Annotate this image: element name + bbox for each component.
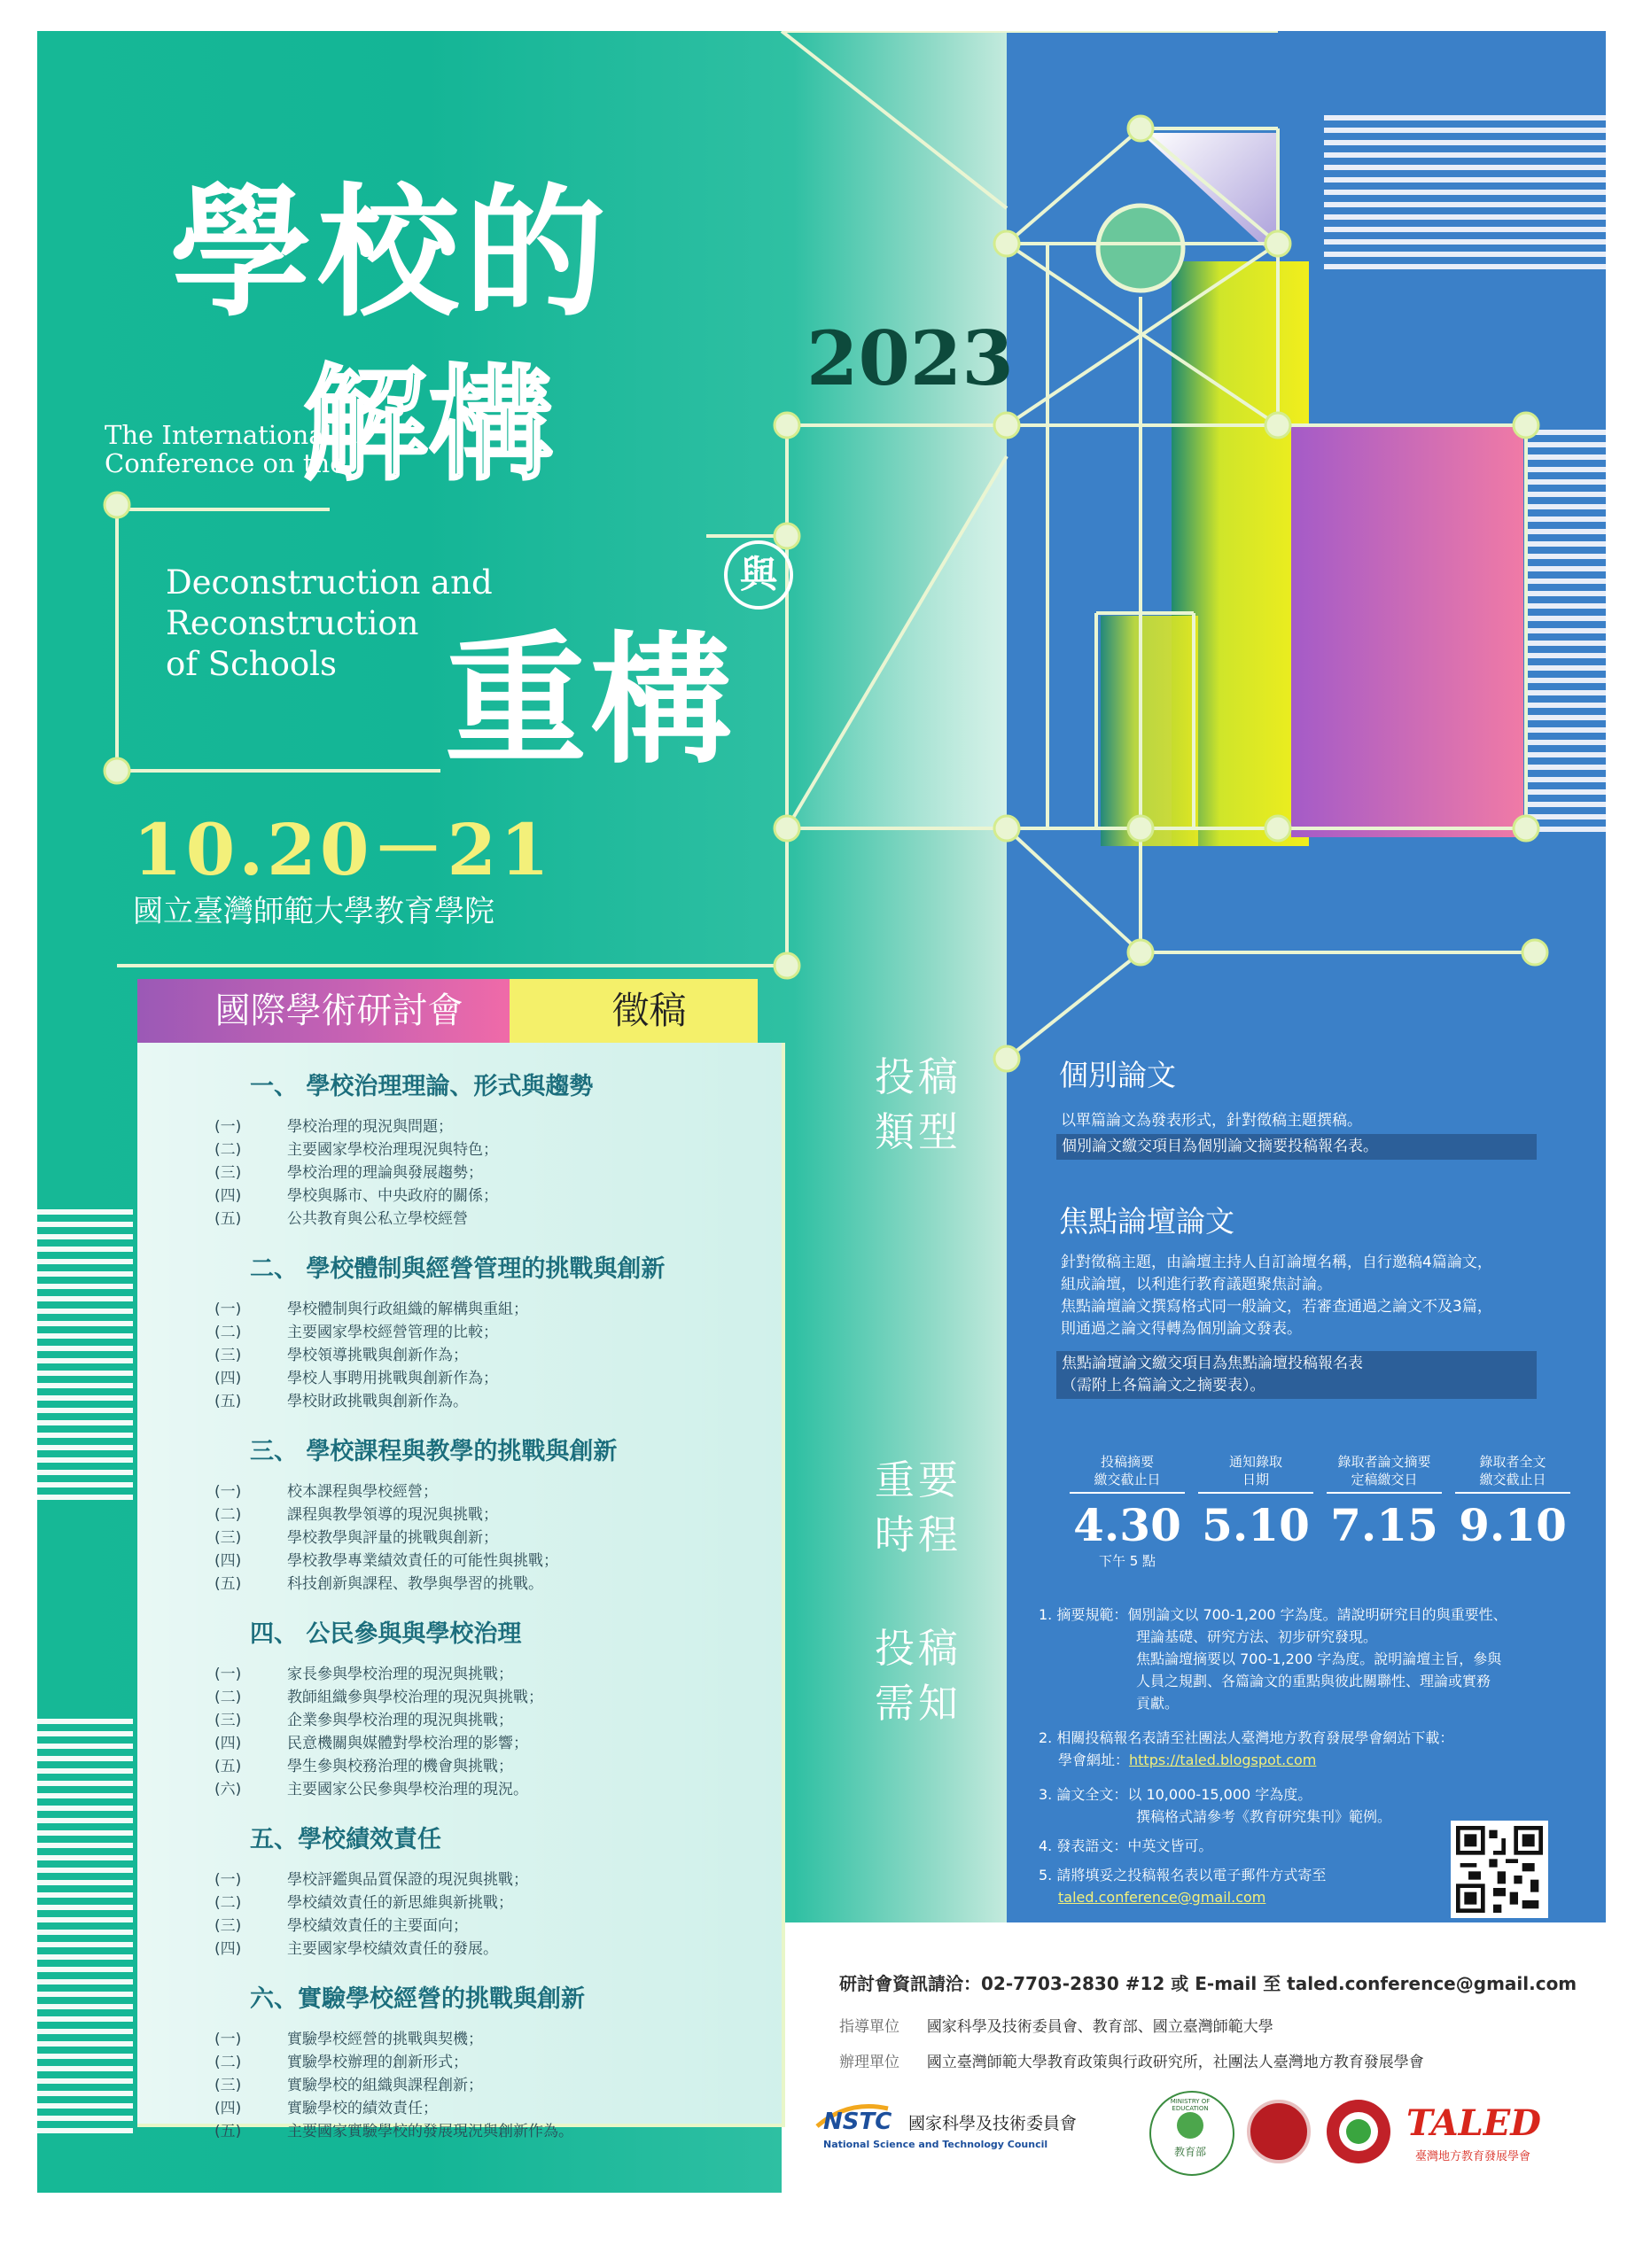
side-label-line: 重要 xyxy=(875,1456,962,1503)
english-title-line: of Schools xyxy=(166,645,338,683)
topic-item-number: (三) xyxy=(214,1917,242,1935)
note-line: 理論基礎、研究方法、初步研究發現。 xyxy=(1136,1628,1378,1645)
topic-item-text: 學校績效責任的主要面向； xyxy=(287,1917,468,1935)
topic-item-text: 民意機關與媒體對學校治理的影響； xyxy=(287,1735,528,1752)
topic-title: 一、 學校治理理論、形式與趨勢 xyxy=(250,1073,594,1100)
schedule-label xyxy=(1198,1453,1313,1494)
topic-item xyxy=(214,1208,764,1231)
topic-item-number: (三) xyxy=(214,1347,242,1364)
topic-item-number: (一) xyxy=(214,1666,242,1683)
panel-desc xyxy=(1061,1252,1492,1340)
schedule-label-line: 投稿摘要 xyxy=(1100,1454,1154,1470)
topic-item-text: 家長參與學校治理的現況與挑戰； xyxy=(287,1666,513,1683)
topic-item-number: (二) xyxy=(214,1894,242,1912)
title-line3: 重構 xyxy=(445,617,736,783)
topic-item xyxy=(214,1503,764,1526)
topic-item-text: 主要國家學校績效責任的發展。 xyxy=(287,1940,498,1958)
topic-item-number: (二) xyxy=(214,1324,242,1341)
schedule-label-line: 定稿繳交日 xyxy=(1351,1472,1418,1487)
topic-item-text: 學校治理的現況與問題； xyxy=(287,1118,453,1136)
topic-item xyxy=(214,1115,764,1138)
title-line1: 學校的 xyxy=(170,169,612,336)
note-line: 撰稿格式請參考《教育研究集刊》範例。 xyxy=(1136,1808,1392,1825)
schedule-item xyxy=(1455,1453,1570,1551)
moe-name: 教育部 xyxy=(1173,2146,1206,2158)
schedule-date: 5.10 xyxy=(1202,1499,1310,1551)
topic-item-text: 實驗學校的組織與課程創新； xyxy=(287,2077,483,2094)
footer-host xyxy=(839,2049,1424,2071)
english-intro-line: Conference on the xyxy=(105,448,346,478)
schedule-label xyxy=(1455,1453,1570,1494)
topic-item xyxy=(214,1298,764,1321)
topic-item xyxy=(214,2097,764,2120)
label-submission-types xyxy=(875,1050,962,1160)
note-line: 3. 論文全文：以 10,000-15,000 字為度。 xyxy=(1039,1786,1312,1803)
topic-item-text: 學校評鑑與品質保證的現況與挑戰； xyxy=(287,1871,528,1889)
topic-title: 六、實驗學校經營的挑戰與創新 xyxy=(250,1985,585,2013)
topic-title: 二、 學校體制與經營管理的挑戰與創新 xyxy=(250,1255,666,1283)
note-line: 貢獻。 xyxy=(1136,1695,1180,1712)
email-link[interactable]: taled.conference@gmail.com xyxy=(1058,1889,1266,1906)
event-venue: 國立臺灣師範大學教育學院 xyxy=(133,894,494,929)
topic-item-number: (一) xyxy=(214,1118,242,1136)
side-label-line: 投稿 xyxy=(875,1053,962,1100)
note-line: 5. 請將填妥之投稿報名表以電子郵件方式寄至 xyxy=(1039,1867,1327,1884)
topic-item xyxy=(214,1938,764,1961)
note-line: 4. 發表語文：中英文皆可。 xyxy=(1039,1837,1213,1854)
topic-item-text: 學校體制與行政組織的解構與重組； xyxy=(287,1301,528,1318)
topic-item xyxy=(214,1321,764,1344)
title-line2: 解構 xyxy=(303,353,556,498)
topic-item xyxy=(214,1663,764,1686)
topic-item xyxy=(214,1184,764,1208)
topic-item xyxy=(214,1732,764,1755)
topic-item-text: 教師組織參與學校治理的現況與挑戰； xyxy=(287,1689,543,1706)
panel-highlight xyxy=(1056,1351,1537,1399)
topic-item xyxy=(214,1755,764,1778)
panel-highlight-line: 焦點論壇論文繳交項目為焦點論壇投稿報名表 xyxy=(1062,1355,1363,1372)
individual-highlight: 個別論文繳交項目為個別論文摘要投稿報名表。 xyxy=(1056,1134,1537,1160)
moe-ring-text: MINISTRY OF EDUCATION xyxy=(1170,2098,1211,2112)
panel-desc-line: 焦點論壇論文撰寫格式同一般論文，若審查通過之論文不及3篇， xyxy=(1061,1298,1492,1316)
schedule-label-line: 繳交截止日 xyxy=(1479,1472,1546,1487)
note-line: 焦點論壇摘要以 700-1,200 字為度。說明論壇主旨，參與 xyxy=(1136,1651,1502,1667)
topic-item-number: (一) xyxy=(214,1483,242,1501)
schedule-label-line: 繳交截止日 xyxy=(1094,1472,1161,1487)
topic-item-text: 主要國家學校經營管理的比較； xyxy=(287,1324,498,1341)
topic-item xyxy=(214,2074,764,2097)
topic-item-number: (五) xyxy=(214,1393,242,1410)
schedule-item xyxy=(1070,1453,1185,1570)
topic-item-text: 企業參與學校治理的現況與挑戰； xyxy=(287,1712,513,1729)
topic-item xyxy=(214,2028,764,2051)
english-title xyxy=(166,563,493,685)
schedule-label xyxy=(1327,1453,1442,1494)
topic-item-number: (二) xyxy=(214,2054,242,2071)
side-label-line: 需知 xyxy=(875,1680,962,1727)
topic-item-number: (一) xyxy=(214,2031,242,2048)
topic-item-text: 學校財政挑戰與創新作為。 xyxy=(287,1393,468,1410)
note-line: 1. 摘要規範：個別論文以 700-1,200 字為度。請說明研究目的與重要性、 xyxy=(1039,1606,1507,1623)
schedule-label xyxy=(1070,1453,1185,1494)
individual-heading: 個別論文 xyxy=(1059,1058,1176,1092)
label-schedule xyxy=(875,1453,962,1563)
schedule-date: 4.30 xyxy=(1073,1499,1181,1551)
schedule-item xyxy=(1327,1453,1442,1551)
topic-item xyxy=(214,1709,764,1732)
event-dates: 10.20－21 xyxy=(133,808,553,891)
topic-item-text: 科技創新與課程、教學與學習的挑戰。 xyxy=(287,1575,543,1593)
topic-block xyxy=(214,1250,764,1413)
topic-item-number: (三) xyxy=(214,1529,242,1547)
footer-guide xyxy=(839,2014,1273,2036)
topic-item-text: 學生參與校務治理的機會與挑戰； xyxy=(287,1758,513,1775)
banner-right: 徵稿 xyxy=(611,989,687,1032)
title-year: 2023 xyxy=(806,315,1014,402)
title-joiner: 與 xyxy=(724,540,793,610)
decor-stripes xyxy=(37,1209,133,1502)
topic-item-number: (三) xyxy=(214,1164,242,1182)
topic-item-text: 主要國家學校治理現況與特色； xyxy=(287,1141,498,1159)
topic-item xyxy=(214,1526,764,1550)
english-intro-line: The International xyxy=(105,420,332,450)
topic-item-number: (四) xyxy=(214,1370,242,1387)
footer-guide-label: 指導單位 xyxy=(839,2018,899,2036)
topic-item-number: (四) xyxy=(214,1552,242,1570)
topic-item xyxy=(214,1480,764,1503)
ntnu-seal-icon xyxy=(1247,2100,1311,2163)
topic-item xyxy=(214,1573,764,1596)
topic-item-number: (三) xyxy=(214,2077,242,2094)
schedule-label-line: 日期 xyxy=(1242,1472,1269,1487)
topic-item-text: 學校領導挑戰與創新作為； xyxy=(287,1347,468,1364)
topic-item xyxy=(214,1390,764,1413)
topic-item xyxy=(214,1915,764,1938)
topic-item-number: (五) xyxy=(214,1758,242,1775)
qr-code-icon[interactable] xyxy=(1451,1821,1548,1918)
panel-desc-line: 針對徵稿主題，由論壇主持人自訂論壇名稱，自行邀稿4篇論文， xyxy=(1061,1254,1492,1271)
individual-desc: 以單篇論文為發表形式，針對徵稿主題撰稿。 xyxy=(1061,1112,1362,1130)
moe-logo xyxy=(1149,2091,1234,2175)
panel-highlight-line: （需附上各篇論文之摘要表）。 xyxy=(1062,1377,1265,1394)
topic-item xyxy=(214,1550,764,1573)
topic-item-text: 主要國家公民參與學校治理的現況。 xyxy=(287,1781,528,1798)
topic-item xyxy=(214,1161,764,1184)
education-college-icon xyxy=(1327,2100,1390,2163)
footer-host-label: 辦理單位 xyxy=(839,2054,899,2071)
nstc-abbr: NSTC xyxy=(823,2109,892,2135)
topic-item-number: (一) xyxy=(214,1301,242,1318)
english-title-line: Deconstruction and xyxy=(166,563,493,602)
topic-item-number: (四) xyxy=(214,1735,242,1752)
topic-item-text: 學校績效責任的新思維與新挑戰； xyxy=(287,1894,513,1912)
topic-item xyxy=(214,1138,764,1161)
topics-list xyxy=(214,1068,764,2143)
topic-block xyxy=(214,1068,764,1231)
topic-item-number: (五) xyxy=(214,1575,242,1593)
english-intro xyxy=(105,421,345,478)
topic-item xyxy=(214,1868,764,1891)
topic-title: 五、學校績效責任 xyxy=(250,1826,441,1853)
topic-item-number: (五) xyxy=(214,2123,242,2140)
topic-item-number: (一) xyxy=(214,1871,242,1889)
poster xyxy=(37,31,1606,2193)
note-line: 人員之規劃、各篇論文的重點與彼此關聯性、理論或實務 xyxy=(1136,1673,1491,1689)
schedule-date: 9.10 xyxy=(1459,1499,1567,1551)
topic-block xyxy=(214,1980,764,2143)
note-line: 學會網址： xyxy=(1058,1751,1130,1768)
taled-abbr: TALED xyxy=(1406,2102,1541,2144)
taled-logo xyxy=(1406,2102,1557,2164)
topic-item xyxy=(214,1686,764,1709)
panel-heading: 焦點論壇論文 xyxy=(1059,1204,1234,1239)
topic-item-number: (二) xyxy=(214,1689,242,1706)
side-label-line: 時程 xyxy=(875,1511,962,1558)
note-line: 2. 相關投稿報名表請至社團法人臺灣地方教育發展學會網站下載： xyxy=(1039,1729,1454,1746)
schedule-label-line: 錄取者論文摘要 xyxy=(1337,1454,1431,1470)
nstc-logo xyxy=(813,2100,1149,2162)
topic-block xyxy=(214,1821,764,1961)
footer-guide-text: 國家科學及技術委員會、教育部、國立臺灣師範大學 xyxy=(926,2018,1273,2036)
topic-item-text: 學校教學專業績效責任的可能性與挑戰； xyxy=(287,1552,558,1570)
topic-item-text: 實驗學校的績效責任； xyxy=(287,2100,438,2117)
schedule-sub: 下午 5 點 xyxy=(1098,1553,1156,1569)
panel-desc-line: 則通過之論文得轉為個別論文發表。 xyxy=(1061,1320,1302,1338)
topic-item xyxy=(214,1367,764,1390)
nstc-name: 國家科學及技術委員會 xyxy=(908,2114,1078,2133)
topic-item xyxy=(214,1778,764,1801)
schedule-row xyxy=(1056,1453,1588,1595)
topic-item-text: 實驗學校經營的挑戰與契機； xyxy=(287,2031,483,2048)
topic-item xyxy=(214,1891,764,1915)
panel-desc-line: 組成論壇，以利進行教育議題聚焦討論。 xyxy=(1061,1276,1332,1293)
topic-item-text: 學校治理的理論與發展趨勢； xyxy=(287,1164,483,1182)
topic-title: 三、 學校課程與教學的挑戰與創新 xyxy=(250,1438,618,1465)
topic-item-text: 校本課程與學校經營； xyxy=(287,1483,438,1501)
topic-item xyxy=(214,2120,764,2143)
schedule-label-line: 通知錄取 xyxy=(1228,1454,1282,1470)
topic-item xyxy=(214,1344,764,1367)
topic-item-text: 主要國家實驗學校的發展現況與創新作為。 xyxy=(287,2123,573,2140)
topic-item-text: 公共教育與公私立學校經營 xyxy=(287,1210,468,1228)
decor-stripes xyxy=(37,1719,133,2135)
topic-title: 四、 公民參與與學校治理 xyxy=(250,1620,522,1648)
schedule-date: 7.15 xyxy=(1330,1499,1438,1551)
footer-host-text: 國立臺灣師範大學教育政策與行政研究所，社團法人臺灣地方教育發展學會 xyxy=(926,2054,1424,2071)
topic-item-number: (四) xyxy=(214,2100,242,2117)
moe-emblem-icon xyxy=(1177,2112,1203,2139)
topic-item xyxy=(214,2051,764,2074)
nstc-en: National Science and Technology Council xyxy=(823,2139,1048,2150)
topic-item-number: (二) xyxy=(214,1506,242,1524)
english-title-line: Reconstruction xyxy=(166,604,419,642)
schedule-item xyxy=(1198,1453,1313,1551)
label-notice xyxy=(875,1621,962,1731)
topic-item-number: (三) xyxy=(214,1712,242,1729)
topic-item-number: (四) xyxy=(214,1187,242,1205)
side-label-line: 投稿 xyxy=(875,1625,962,1672)
topic-item-text: 實驗學校辦理的創新形式； xyxy=(287,2054,468,2071)
side-label-line: 類型 xyxy=(875,1108,962,1155)
topic-item-text: 課程與教學領導的現況與挑戰； xyxy=(287,1506,498,1524)
topic-item-number: (二) xyxy=(214,1141,242,1159)
schedule-label-line: 錄取者全文 xyxy=(1479,1454,1546,1470)
banner-left: 國際學術研討會 xyxy=(214,990,463,1031)
topic-item-text: 學校教學與評量的挑戰與創新； xyxy=(287,1529,498,1547)
topic-item-number: (六) xyxy=(214,1781,242,1798)
topic-item-text: 學校人事聘用挑戰與創新作為； xyxy=(287,1370,498,1387)
topic-item-number: (四) xyxy=(214,1940,242,1958)
topic-item-text: 學校與縣市、中央政府的關係； xyxy=(287,1187,498,1205)
footer-contact: 研討會資訊請洽：02-7703-2830 #12 或 E-mail 至 taled.conference@gmail.com xyxy=(839,1973,1577,1994)
topic-block xyxy=(214,1433,764,1596)
taled-name: 臺灣地方教育發展學會 xyxy=(1415,2150,1531,2163)
topic-block xyxy=(214,1615,764,1801)
topic-item-number: (五) xyxy=(214,1210,242,1228)
website-link[interactable]: https://taled.blogspot.com xyxy=(1129,1751,1317,1768)
